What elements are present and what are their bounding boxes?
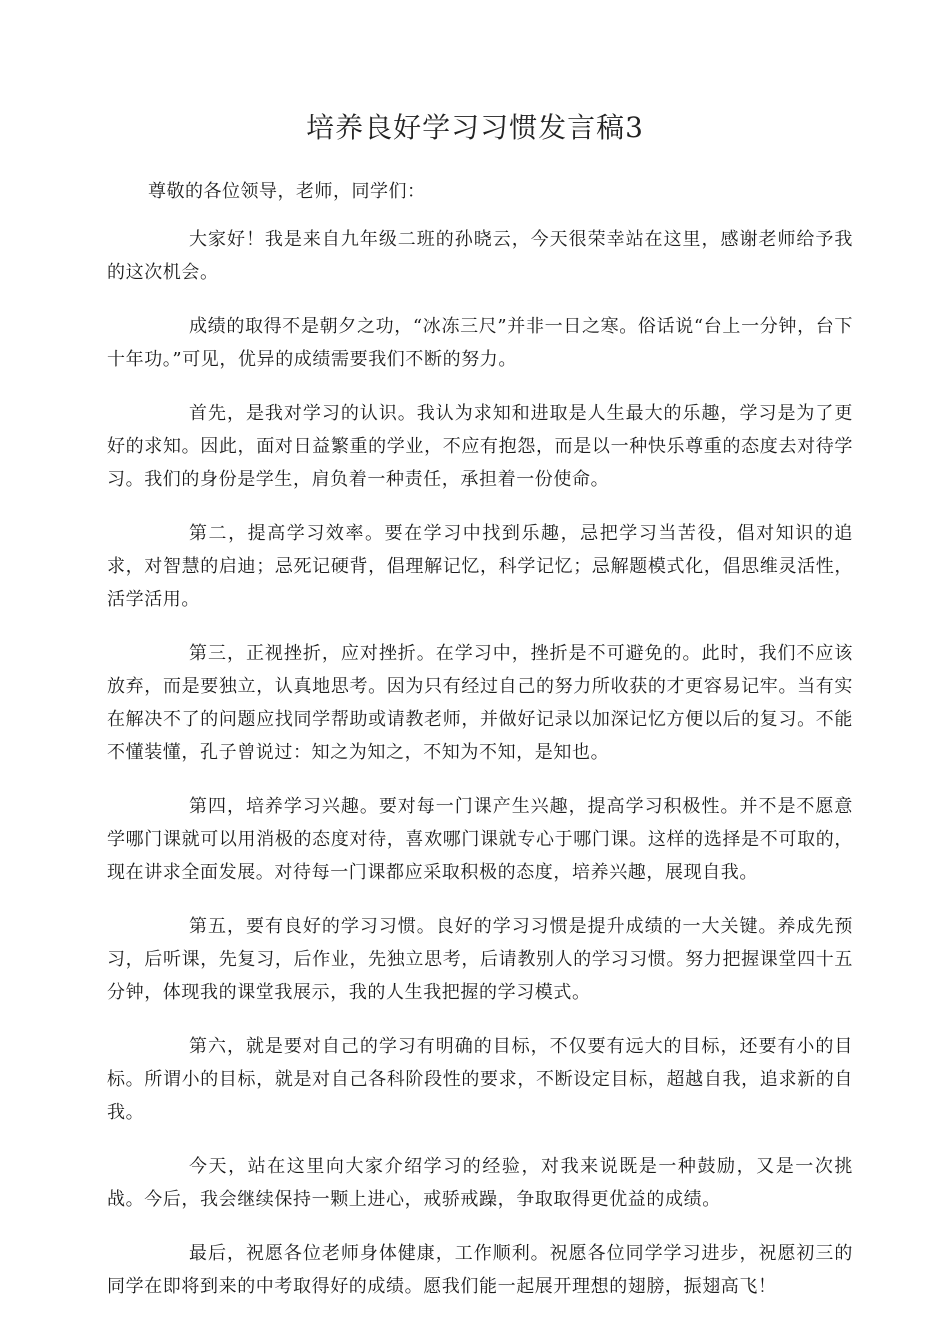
paragraph-today: 今天，站在这里向大家介绍学习的经验，对我来说既是一种鼓励，又是一次挑战。今后，我会继续保持一颗上进心，戒骄戒躁，争取取得更优益的成绩。 — [107, 1156, 853, 1210]
paragraph-closing: 最后，祝愿各位老师身体健康，工作顺利。祝愿各位同学学习进步，祝愿初三的同学在即将到来的中考取得好的成绩。愿我们能一起展开理想的翅膀，振翅高飞！ — [107, 1243, 853, 1297]
salutation: 尊敬的各位领导，老师，同学们： — [148, 181, 426, 202]
paragraph-third: 第三，正视挫折，应对挫折。在学习中，挫折是不可避免的。此时，我们不应该放弃，而是要独立，认真地思考。因为只有经过自己的努力所收获的才更容易记牢。当有实在解决不了的问题应找同学帮助或请教老师，并做好记录以加深记忆方便以后的复习。不能不懂装懂，孔子曾说过：知之为知之，不知为不知，是知也。 — [107, 643, 853, 763]
paragraph-effort: 成绩的取得不是朝夕之功，“冰冻三尺”并非一日之寒。俗话说“台上一分钟，台下十年功。”可见，优异的成绩需要我们不断的努力。 — [107, 316, 853, 370]
paragraph-sixth: 第六，就是要对自己的学习有明确的目标，不仅要有远大的目标，还要有小的目标。所谓小的目标，就是对自己各科阶段性的要求，不断设定目标，超越自我，追求新的自我。 — [107, 1036, 853, 1123]
paragraph-fifth: 第五，要有良好的学习习惯。良好的学习习惯是提升成绩的一大关键。养成先预习，后听课，先复习，后作业，先独立思考，后请教别人的学习习惯。努力把握课堂四十五分钟，体现我的课堂我展示，我的人生我把握的学习模式。 — [107, 916, 853, 1003]
paragraph-greeting: 大家好！我是来自九年级二班的孙晓云，今天很荣幸站在这里，感谢老师给予我的这次机会。 — [107, 229, 853, 283]
document-body — [107, 223, 853, 1324]
paragraph-first: 首先，是我对学习的认识。我认为求知和进取是人生最大的乐趣，学习是为了更好的求知。因此，面对日益繁重的学业，不应有抱怨，而是以一种快乐尊重的态度去对待学习。我们的身份是学生，肩负着一种责任，承担着一份使命。 — [107, 403, 853, 490]
paragraph-fourth: 第四，培养学习兴趣。要对每一门课产生兴趣，提高学习积极性。并不是不愿意学哪门课就可以用消极的态度对待，喜欢哪门课就专心于哪门课。这样的选择是不可取的，现在讲求全面发展。对待每一门课都应采取积极的态度，培养兴趣，展现自我。 — [107, 796, 853, 883]
document-title: 培养良好学习习惯发言稿3 — [306, 111, 644, 144]
paragraph-second: 第二，提高学习效率。要在学习中找到乐趣，忌把学习当苦役，倡对知识的追求，对智慧的启迪；忌死记硬背，倡理解记忆，科学记忆；忌解题模式化，倡思维灵活性，活学活用。 — [107, 523, 853, 610]
